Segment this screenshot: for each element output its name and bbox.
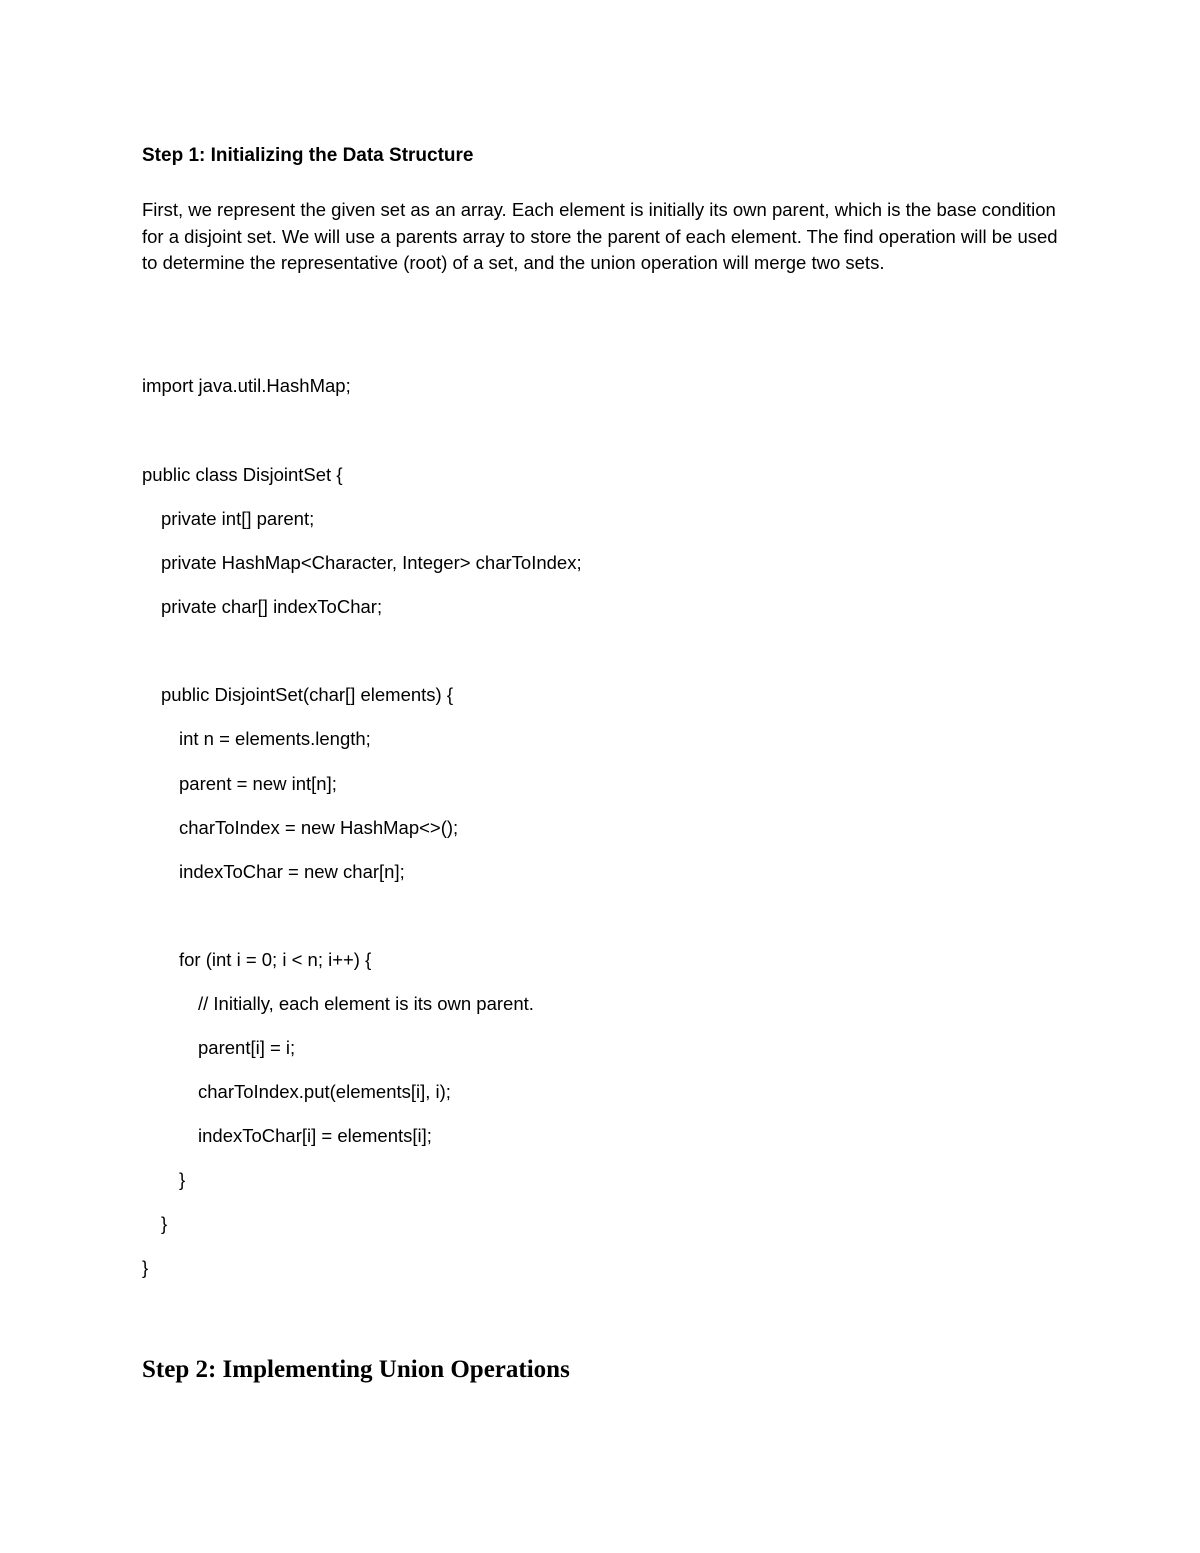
code-close-class: } — [142, 1257, 149, 1278]
step1-heading: Step 1: Initializing the Data Structure — [142, 145, 474, 166]
code-import: import java.util.HashMap; — [142, 375, 351, 396]
code-constructor-declaration: public DisjointSet(char[] elements) { — [161, 684, 454, 705]
code-comment: // Initially, each element is its own parent. — [198, 993, 534, 1014]
step2-heading: Step 2: Implementing Union Operations — [142, 1356, 570, 1383]
code-put-map: charToIndex.put(elements[i], i); — [198, 1081, 451, 1102]
code-line-parent: parent = new int[n]; — [179, 773, 337, 794]
code-assign-index: indexToChar[i] = elements[i]; — [198, 1125, 432, 1146]
code-field-index: private char[] indexToChar; — [161, 596, 383, 617]
code-field-parent: private int[] parent; — [161, 508, 315, 529]
code-close-for: } — [179, 1169, 186, 1190]
code-for-loop: for (int i = 0; i < n; i++) { — [179, 949, 372, 970]
code-class-declaration: public class DisjointSet { — [142, 464, 343, 485]
code-close-constructor: } — [161, 1213, 168, 1234]
code-line-map: charToIndex = new HashMap<>(); — [179, 817, 459, 838]
code-line-index: indexToChar = new char[n]; — [179, 861, 405, 882]
intro-paragraph: First, we represent the given set as an array. Each element is initially its own parent, which is the base condition for a disjoint set. We will use a parents array to store the parent of each element. The find operation will be used to determine the representative (root) of a set, and the union operation will merge two sets. — [142, 199, 1058, 273]
code-line-n: int n = elements.length; — [179, 728, 371, 749]
code-assign-parent: parent[i] = i; — [198, 1037, 296, 1058]
code-field-map: private HashMap<Character, Integer> charToIndex; — [161, 552, 582, 573]
